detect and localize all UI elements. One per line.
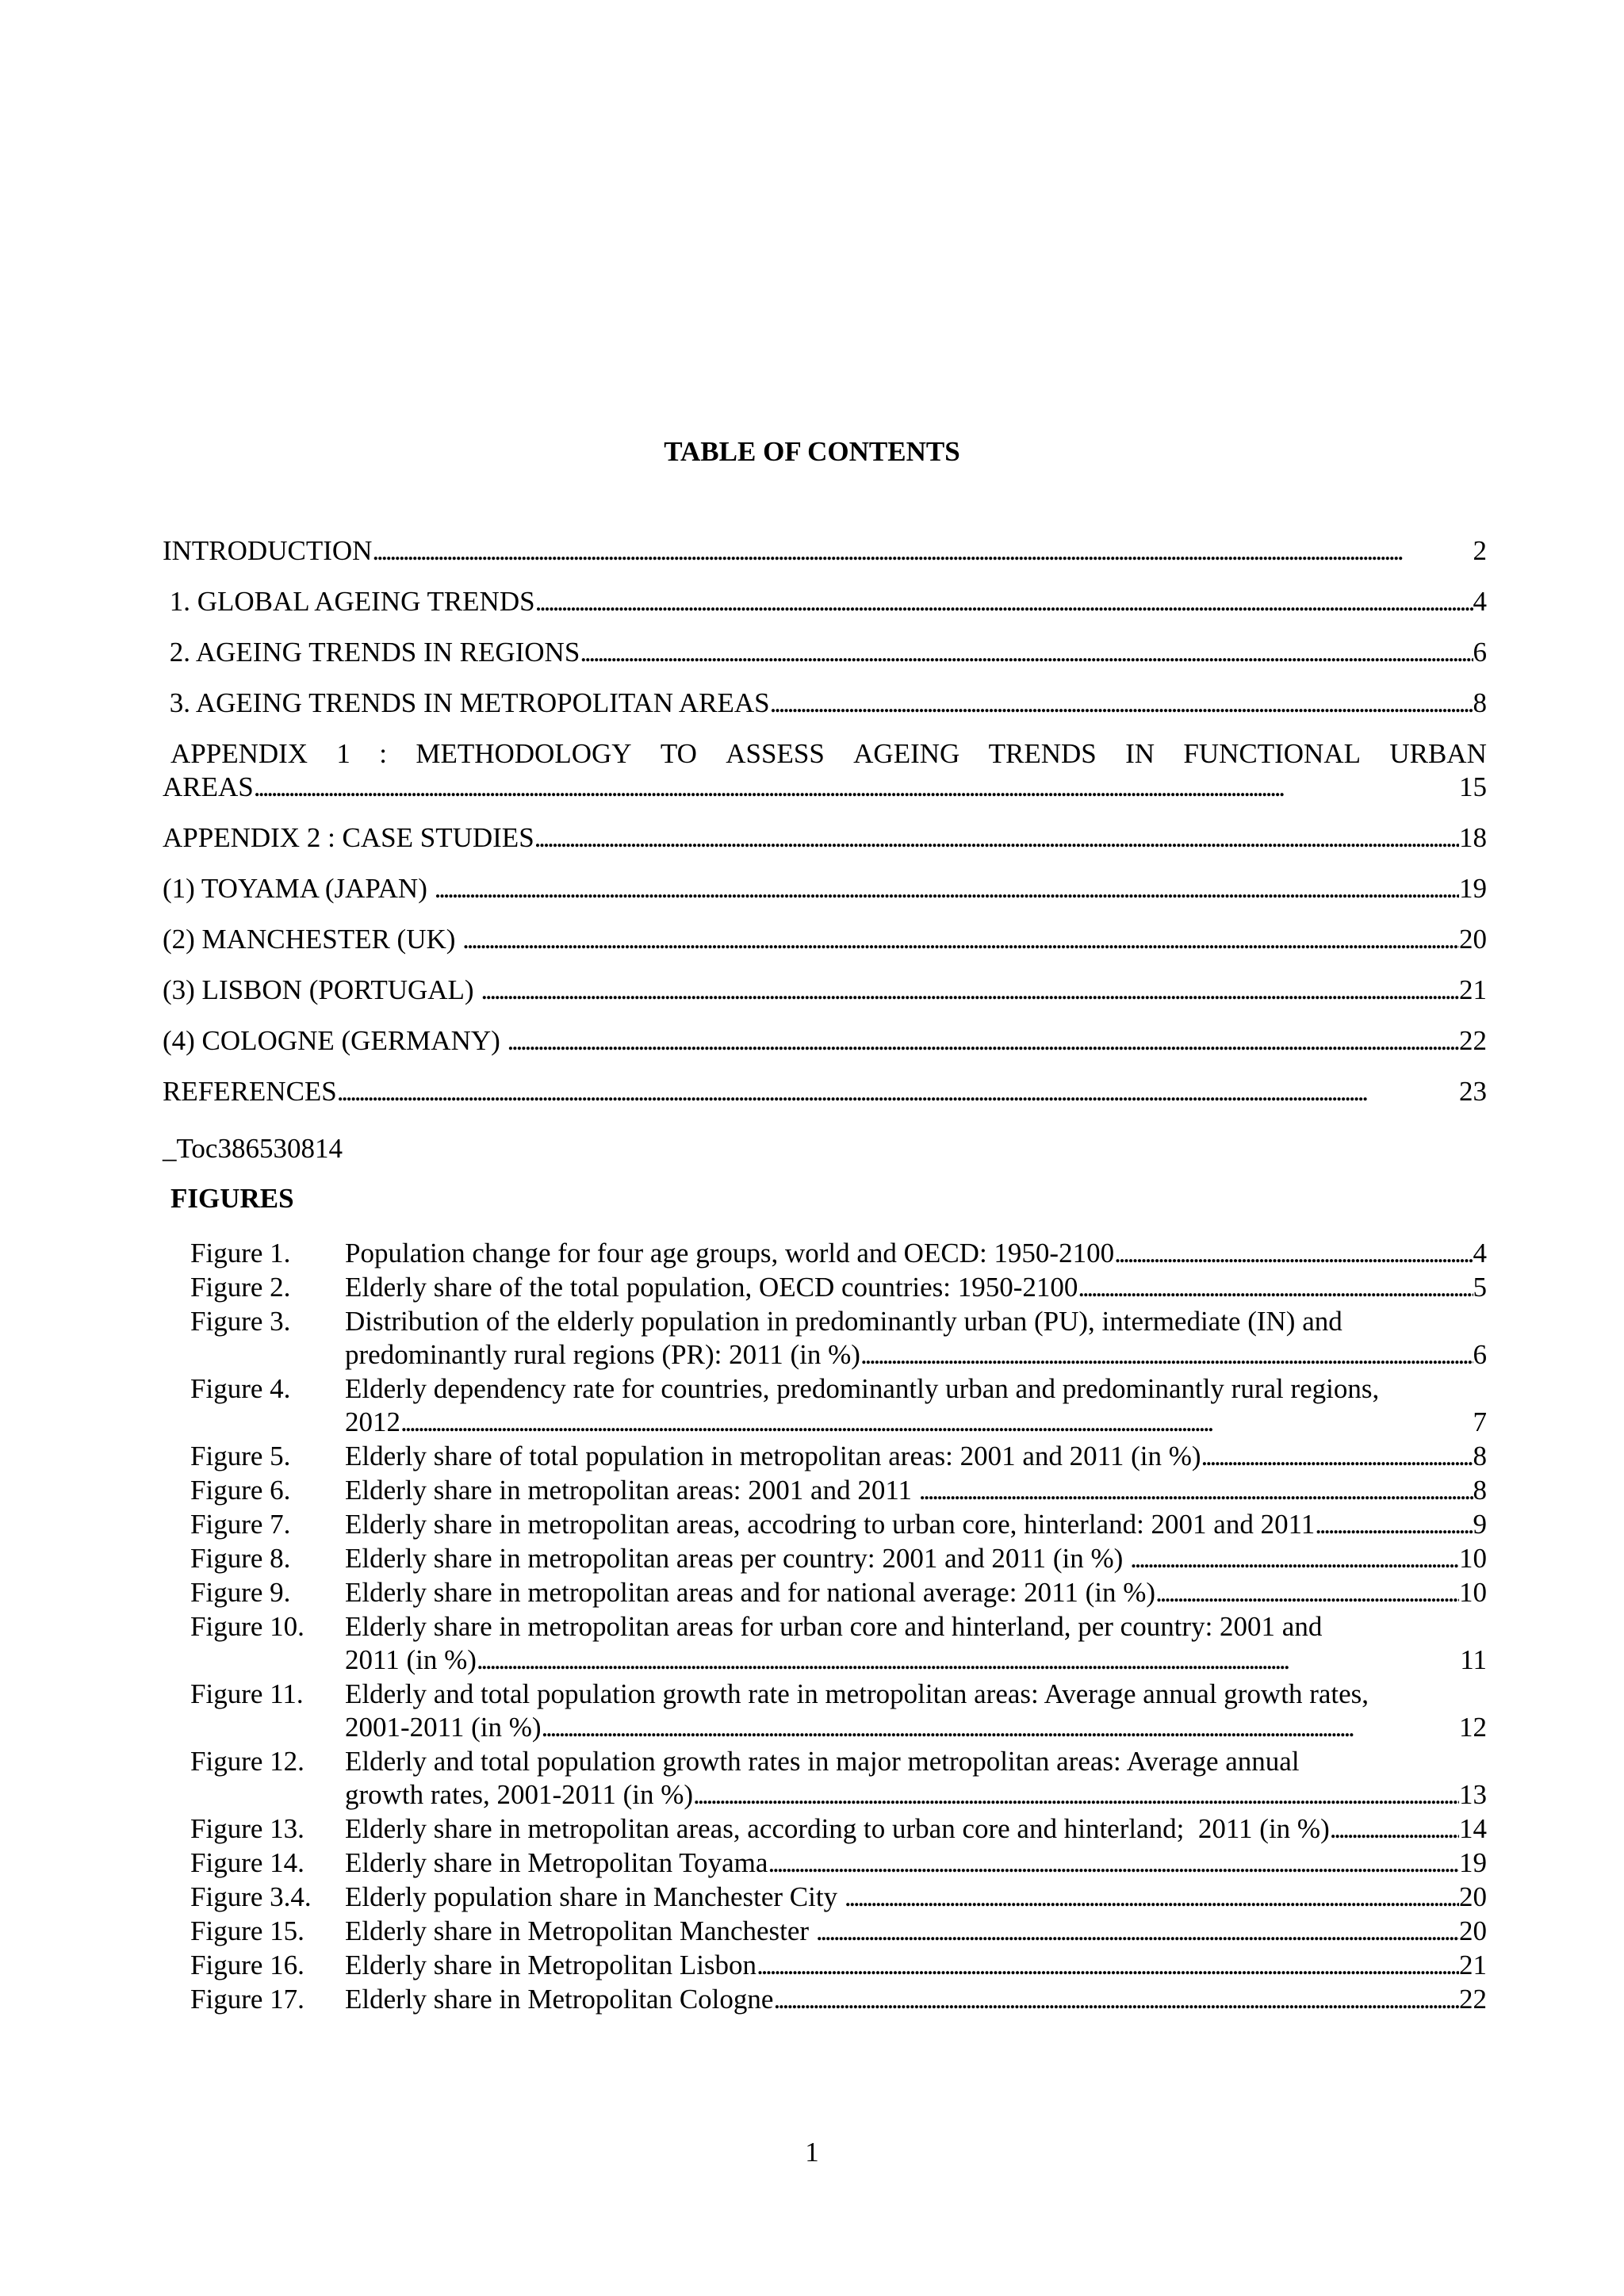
dot-leader xyxy=(400,1406,1466,1439)
figure-entry[interactable] xyxy=(190,1678,1487,1744)
toc-page-number: 22 xyxy=(1459,1025,1487,1056)
figure-caption-line xyxy=(345,1338,1487,1372)
figure-label: Figure 16. xyxy=(190,1950,304,1980)
figure-page-number: 22 xyxy=(1459,1984,1487,2015)
figure-page-number: 9 xyxy=(1473,1509,1487,1540)
dot-leader xyxy=(481,974,1459,1007)
figure-label: Figure 14. xyxy=(190,1847,304,1878)
dot-leader xyxy=(845,1881,1459,1914)
figure-caption xyxy=(345,1474,1487,1507)
toc-entry-word: 1 xyxy=(336,738,350,769)
toc-entry-text: INTRODUCTION xyxy=(163,535,373,566)
dot-leader xyxy=(372,534,1473,568)
toc-entry[interactable] xyxy=(163,974,1487,1007)
toc-entry-text: APPENDIX 2 : CASE STUDIES xyxy=(163,822,534,853)
figure-caption-line xyxy=(345,1474,1487,1507)
figure-entry[interactable] xyxy=(190,1542,1487,1575)
figures-list xyxy=(190,1237,1487,2017)
figure-caption-line xyxy=(345,1372,1487,1406)
figure-page-number: 12 xyxy=(1459,1712,1487,1743)
figure-label: Figure 17. xyxy=(190,1984,304,2015)
figure-page-number: 5 xyxy=(1473,1272,1487,1303)
toc-page-number: 19 xyxy=(1459,873,1487,904)
toc-entry-text: REFERENCES xyxy=(163,1076,337,1107)
toc-page-number: 6 xyxy=(1473,637,1487,668)
toc-entry-line xyxy=(163,771,1487,804)
figure-caption-text: Elderly share in Metropolitan Lisbon xyxy=(345,1950,757,1980)
toc-entry[interactable] xyxy=(163,872,1487,905)
figure-caption-line xyxy=(345,1915,1487,1948)
figure-caption-line xyxy=(345,1406,1487,1439)
figure-caption xyxy=(345,1271,1487,1304)
figures-heading: FIGURES xyxy=(170,1183,294,1214)
dot-leader xyxy=(542,1711,1459,1744)
figure-caption-text: Elderly share of total population in metropolitan areas: 2001 and 2011 (in %) xyxy=(345,1441,1201,1471)
figure-caption xyxy=(345,1610,1487,1677)
toc-entry-line xyxy=(163,737,1487,771)
figure-caption-text: 2011 (in %) xyxy=(345,1644,477,1675)
figure-page-number: 11 xyxy=(1460,1644,1487,1675)
toc-page-number: 15 xyxy=(1459,771,1487,802)
figure-caption xyxy=(345,1372,1487,1439)
figure-entry[interactable] xyxy=(190,1949,1487,1982)
figure-caption-text: predominantly rural regions (PR): 2011 (in %) xyxy=(345,1339,860,1370)
dot-leader xyxy=(773,1983,1459,2016)
toc-entry-text: 3. AGEING TRENDS IN METROPOLITAN AREAS xyxy=(163,687,770,718)
figure-caption-line xyxy=(345,1440,1487,1473)
figure-caption-text: Elderly dependency rate for countries, predominantly urban and predominantly rural regions, xyxy=(345,1373,1380,1404)
toc-entry[interactable] xyxy=(163,1075,1487,1108)
toc-list xyxy=(163,534,1487,1126)
figure-page-number: 14 xyxy=(1459,1813,1487,1844)
figure-label: Figure 8. xyxy=(190,1543,291,1574)
figure-page-number: 19 xyxy=(1459,1847,1487,1878)
toc-page-number: 4 xyxy=(1473,586,1487,617)
toc-entry-text: (3) LISBON (PORTUGAL) xyxy=(163,974,481,1005)
dot-leader xyxy=(1078,1271,1473,1304)
dot-leader xyxy=(462,923,1459,956)
toc-entry-word: ASSESS xyxy=(726,738,825,769)
toc-entry-text: (2) MANCHESTER (UK) xyxy=(163,924,463,955)
toc-entry-text: AREAS xyxy=(163,771,254,802)
figure-entry[interactable] xyxy=(190,1474,1487,1507)
figure-entry[interactable] xyxy=(190,1983,1487,2016)
figure-caption-text: Population change for four age groups, world and OECD: 1950-2100 xyxy=(345,1238,1115,1269)
figure-entry[interactable] xyxy=(190,1576,1487,1609)
dot-leader xyxy=(1315,1508,1473,1541)
figure-entry[interactable] xyxy=(190,1271,1487,1304)
figure-caption xyxy=(345,1846,1487,1880)
toc-entry-word: URBAN xyxy=(1389,738,1487,769)
figure-entry[interactable] xyxy=(190,1305,1487,1372)
figure-caption-line xyxy=(345,1305,1487,1338)
figure-entry[interactable] xyxy=(190,1237,1487,1270)
toc-entry[interactable] xyxy=(163,821,1487,855)
figure-caption-text: Elderly and total population growth rate in metropolitan areas: Average annual growth rates, xyxy=(345,1678,1369,1709)
dot-leader xyxy=(1201,1440,1473,1473)
figure-caption-line xyxy=(345,1610,1487,1644)
toc-entry[interactable] xyxy=(163,636,1487,669)
figure-caption-text: Elderly share in metropolitan areas, according to urban core and hinterland; 2011 (in %) xyxy=(345,1813,1330,1844)
figure-caption-line xyxy=(345,1271,1487,1304)
toc-entry-word: FUNCTIONAL xyxy=(1183,738,1361,769)
toc-entry-word: TRENDS xyxy=(988,738,1097,769)
figure-caption xyxy=(345,1305,1487,1372)
toc-page-number: 20 xyxy=(1459,924,1487,955)
dot-leader xyxy=(919,1474,1473,1507)
dot-leader xyxy=(816,1915,1459,1948)
dot-leader xyxy=(1330,1812,1459,1846)
dot-leader xyxy=(580,636,1473,669)
dot-leader xyxy=(254,771,1459,804)
toc-entry-word: AGEING xyxy=(853,738,960,769)
figure-label: Figure 4. xyxy=(190,1373,291,1404)
toc-entry-word: METHODOLOGY xyxy=(416,738,632,769)
figure-caption-text: Elderly share of the total population, OECD countries: 1950-2100 xyxy=(345,1272,1078,1303)
figure-caption-text: Elderly share in Metropolitan Cologne xyxy=(345,1984,774,2015)
toc-page-number: 2 xyxy=(1473,535,1487,566)
dot-leader xyxy=(337,1075,1459,1108)
figure-caption-line xyxy=(345,1846,1487,1880)
figure-caption xyxy=(345,1542,1487,1575)
figure-caption-text: 2012 xyxy=(345,1406,400,1437)
figure-label: Figure 10. xyxy=(190,1611,304,1642)
toc-entry-word: : xyxy=(379,738,387,769)
figure-caption-line xyxy=(345,1881,1487,1914)
figure-caption-line xyxy=(345,1644,1487,1677)
toc-entry-word: APPENDIX xyxy=(170,738,308,769)
figure-entry[interactable] xyxy=(190,1372,1487,1439)
figure-caption-text: growth rates, 2001-2011 (in %) xyxy=(345,1779,694,1810)
dot-leader xyxy=(768,1846,1459,1880)
toc-page-number: 8 xyxy=(1473,687,1487,718)
figure-caption-text: Elderly share in metropolitan areas and for national average: 2011 (in %) xyxy=(345,1577,1156,1608)
figure-caption xyxy=(345,1440,1487,1473)
figure-caption-text: Elderly share in metropolitan areas: 2001 and 2011 xyxy=(345,1475,919,1506)
figure-caption xyxy=(345,1576,1487,1609)
figure-label: Figure 6. xyxy=(190,1475,291,1506)
figure-caption-text: Elderly share in metropolitan areas for urban core and hinterland, per country: 2001 and xyxy=(345,1611,1323,1642)
dot-leader xyxy=(535,585,1473,618)
figure-caption-text: Elderly population share in Manchester City xyxy=(345,1881,845,1912)
figure-entry[interactable] xyxy=(190,1915,1487,1948)
figure-caption xyxy=(345,1949,1487,1982)
figure-caption xyxy=(345,1678,1487,1744)
dot-leader xyxy=(435,872,1459,905)
dot-leader xyxy=(1155,1576,1459,1609)
toc-page-number: 21 xyxy=(1459,974,1487,1005)
figure-caption-line xyxy=(345,1778,1487,1812)
bookmark-label: _Toc386530814 xyxy=(163,1133,343,1164)
figure-caption-line xyxy=(345,1745,1487,1778)
figure-label: Figure 1. xyxy=(190,1238,291,1269)
figure-caption-line xyxy=(345,1576,1487,1609)
figure-caption xyxy=(345,1983,1487,2016)
dot-leader xyxy=(756,1949,1459,1982)
dot-leader xyxy=(534,821,1459,855)
figure-entry[interactable] xyxy=(190,1881,1487,1914)
figure-page-number: 20 xyxy=(1459,1881,1487,1912)
figure-caption-line xyxy=(345,1542,1487,1575)
figure-label: Figure 7. xyxy=(190,1509,291,1540)
figure-page-number: 20 xyxy=(1459,1915,1487,1946)
figure-caption-line xyxy=(345,1711,1487,1744)
figure-caption-text: Distribution of the elderly population in predominantly urban (PU), intermediate (IN) and xyxy=(345,1306,1342,1337)
toc-page-number: 18 xyxy=(1459,822,1487,853)
page-title: TABLE OF CONTENTS xyxy=(664,436,960,467)
dot-leader xyxy=(1114,1237,1473,1270)
figure-label: Figure 15. xyxy=(190,1915,304,1946)
figure-label: Figure 9. xyxy=(190,1577,291,1608)
figure-caption xyxy=(345,1745,1487,1812)
toc-entry[interactable] xyxy=(163,737,1487,804)
figure-label: Figure 3. xyxy=(190,1306,291,1337)
figure-entry[interactable] xyxy=(190,1440,1487,1473)
figure-entry[interactable] xyxy=(190,1610,1487,1677)
figure-label: Figure 5. xyxy=(190,1441,291,1471)
page-number: 1 xyxy=(805,2137,819,2168)
dot-leader xyxy=(508,1024,1459,1058)
dot-leader xyxy=(693,1778,1459,1812)
dot-leader xyxy=(1130,1542,1459,1575)
toc-entry-text: (1) TOYAMA (JAPAN) xyxy=(163,873,435,904)
figure-page-number: 8 xyxy=(1473,1475,1487,1506)
dot-leader xyxy=(770,687,1473,720)
figure-page-number: 21 xyxy=(1459,1950,1487,1980)
figure-caption xyxy=(345,1508,1487,1541)
figure-entry[interactable] xyxy=(190,1508,1487,1541)
toc-entry-text: (4) COLOGNE (GERMANY) xyxy=(163,1025,508,1056)
figure-caption-text: Elderly share in metropolitan areas per country: 2001 and 2011 (in %) xyxy=(345,1543,1131,1574)
dot-leader xyxy=(477,1644,1460,1677)
figure-caption-line xyxy=(345,1949,1487,1982)
figure-caption-line xyxy=(345,1983,1487,2016)
toc-entry[interactable] xyxy=(163,585,1487,618)
figure-page-number: 10 xyxy=(1459,1577,1487,1608)
toc-entry-text: 1. GLOBAL AGEING TRENDS xyxy=(163,586,535,617)
figure-caption xyxy=(345,1812,1487,1846)
figure-caption-text: Elderly share in Metropolitan Manchester xyxy=(345,1915,816,1946)
toc-entry[interactable] xyxy=(163,534,1487,568)
dot-leader xyxy=(860,1338,1473,1372)
figure-page-number: 10 xyxy=(1459,1543,1487,1574)
figure-caption xyxy=(345,1915,1487,1948)
figure-caption-line xyxy=(345,1678,1487,1711)
figure-page-number: 7 xyxy=(1465,1406,1487,1437)
figure-label: Figure 2. xyxy=(190,1272,291,1303)
figure-entry[interactable] xyxy=(190,1846,1487,1880)
figure-page-number: 8 xyxy=(1473,1441,1487,1471)
toc-entry[interactable] xyxy=(163,1024,1487,1058)
figure-page-number: 4 xyxy=(1473,1238,1487,1269)
toc-page-number: 23 xyxy=(1459,1076,1487,1107)
toc-entry[interactable] xyxy=(163,687,1487,720)
figure-caption-text: Elderly share in metropolitan areas, accodring to urban core, hinterland: 2001 and 2011 xyxy=(345,1509,1316,1540)
figure-caption-text: 2001-2011 (in %) xyxy=(345,1712,542,1743)
figure-caption-line xyxy=(345,1812,1487,1846)
figure-entry[interactable] xyxy=(190,1812,1487,1846)
figure-label: Figure 12. xyxy=(190,1746,304,1777)
figure-label: Figure 3.4. xyxy=(190,1881,312,1912)
figure-caption-line xyxy=(345,1508,1487,1541)
figure-label: Figure 13. xyxy=(190,1813,304,1844)
toc-entry-word: TO xyxy=(660,738,697,769)
figure-caption-text: Elderly share in Metropolitan Toyama xyxy=(345,1847,768,1878)
figure-page-number: 6 xyxy=(1473,1339,1487,1370)
toc-entry[interactable] xyxy=(163,923,1487,956)
figure-entry[interactable] xyxy=(190,1745,1487,1812)
figure-caption xyxy=(345,1881,1487,1914)
figure-label: Figure 11. xyxy=(190,1678,304,1709)
toc-entry-word: IN xyxy=(1125,738,1155,769)
figure-page-number: 13 xyxy=(1459,1779,1487,1810)
figure-caption xyxy=(345,1237,1487,1270)
figure-caption-line xyxy=(345,1237,1487,1270)
toc-entry-text: 2. AGEING TRENDS IN REGIONS xyxy=(163,637,580,668)
figure-caption-text: Elderly and total population growth rates in major metropolitan areas: Average annual xyxy=(345,1746,1300,1777)
